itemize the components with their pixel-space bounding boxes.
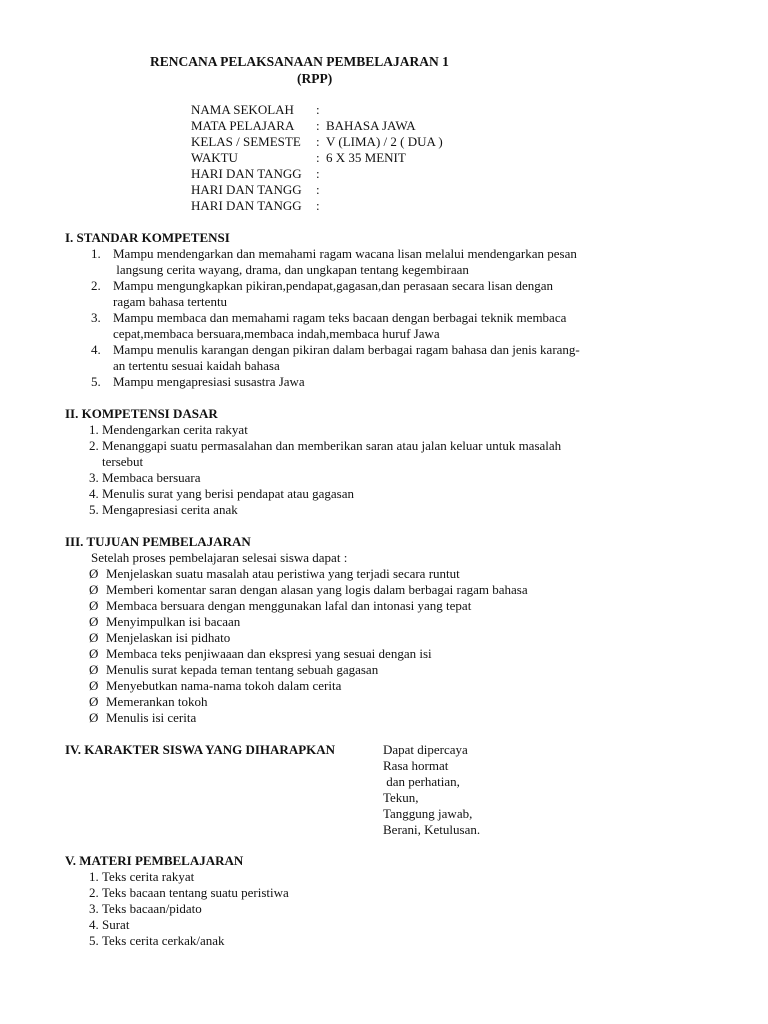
bullet-icon: Ø [89, 582, 99, 597]
list-item-text: Memerankan tokoh [106, 694, 208, 709]
karakter-value: Dapat dipercaya [383, 742, 468, 757]
list-number: 2. [89, 438, 99, 453]
karakter-value: dan perhatian, [383, 774, 460, 789]
bullet-icon: Ø [89, 630, 99, 645]
list-item-text: ragam bahasa tertentu [113, 294, 228, 309]
list-item-text: tersebut [102, 454, 144, 469]
list-item-text: Mendengarkan cerita rakyat [102, 422, 248, 437]
list-item-text: langsung cerita wayang, drama, dan ungkapan tentang kegembiraan [113, 262, 469, 277]
list-item-text: cepat,membaca bersuara,membaca indah,membaca huruf Jawa [113, 326, 440, 341]
document-title: RENCANA PELAKSANAAN PEMBELAJARAN 1 [150, 54, 449, 69]
section-heading-standar-kompetensi: I. STANDAR KOMPETENSI [65, 230, 230, 245]
list-item-text: Menyebutkan nama-nama tokoh dalam cerita [106, 678, 342, 693]
list-number: 3. [91, 310, 101, 325]
list-number: 1. [89, 869, 99, 884]
karakter-value: Berani, Ketulusan. [383, 822, 481, 837]
info-label: NAMA SEKOLAH [191, 102, 294, 117]
list-item-text: Mampu mengungkapkan pikiran,pendapat,gagasan,dan perasaan secara lisan dengan [113, 278, 554, 293]
bullet-icon: Ø [89, 694, 99, 709]
list-item-text: Menulis isi cerita [106, 710, 197, 725]
document-subtitle: (RPP) [297, 71, 333, 86]
bullet-icon: Ø [89, 678, 99, 693]
info-row-date-1: HARI DAN TANGG : [191, 166, 320, 181]
list-item-text: Mampu menulis karangan dengan pikiran dalam berbagai ragam bahasa dan jenis karang- [113, 342, 580, 357]
list-item-text: Teks bacaan tentang suatu peristiwa [102, 885, 289, 900]
list-number: 4. [89, 486, 99, 501]
list-item-text: Menjelaskan suatu masalah atau peristiwa yang terjadi secara runtut [106, 566, 460, 581]
list-number: 5. [89, 502, 99, 517]
tujuan-intro: Setelah proses pembelajaran selesai siswa dapat : [91, 550, 348, 565]
bullet-icon: Ø [89, 710, 99, 725]
list-item-text: Menyimpulkan isi bacaan [106, 614, 241, 629]
info-value: V (LIMA) / 2 ( DUA ) [326, 134, 443, 149]
list-number: 3. [89, 901, 99, 916]
list-item-text: Membaca bersuara dengan menggunakan lafal dan intonasi yang tepat [106, 598, 472, 613]
list-item-text: Mampu mendengarkan dan memahami ragam wacana lisan melalui mendengarkan pesan [113, 246, 577, 261]
list-item-text: Memberi komentar saran dengan alasan yang logis dalam berbagai ragam bahasa [106, 582, 528, 597]
list-number: 4. [89, 917, 99, 932]
list-item-text: Teks bacaan/pidato [102, 901, 202, 916]
karakter-values [383, 742, 480, 838]
info-value: 6 X 35 MENIT [326, 150, 406, 165]
list-number: 2. [91, 278, 101, 293]
section-heading-materi-pembelajaran: V. MATERI PEMBELAJARAN [65, 853, 244, 868]
list-item-text: Menjelaskan isi pidhato [106, 630, 231, 645]
bullet-icon: Ø [89, 614, 99, 629]
info-label: HARI DAN TANGG [191, 182, 302, 197]
karakter-value: Rasa hormat [383, 758, 449, 773]
list-number: 2. [89, 885, 99, 900]
list-number: 3. [89, 470, 99, 485]
info-row-school: NAMA SEKOLAH : [191, 102, 320, 117]
info-label: HARI DAN TANGG [191, 198, 302, 213]
list-item-text: Mampu membaca dan memahami ragam teks bacaan dengan berbagai teknik membaca [113, 310, 567, 325]
list-item-text: Mengapresiasi cerita anak [102, 502, 238, 517]
list-number: 1. [89, 422, 99, 437]
info-label: HARI DAN TANGG [191, 166, 302, 181]
list-number: 1. [91, 246, 101, 261]
list-item-text: Teks cerita rakyat [102, 869, 195, 884]
bullet-icon: Ø [89, 598, 99, 613]
list-item-text: Membaca bersuara [102, 470, 201, 485]
list-number: 4. [91, 342, 101, 357]
list-item-text: Membaca teks penjiwaaan dan ekspresi yang sesuai dengan isi [106, 646, 432, 661]
bullet-icon: Ø [89, 646, 99, 661]
karakter-value: Tanggung jawab, [383, 806, 473, 821]
list-item-text: Mampu mengapresiasi susastra Jawa [113, 374, 305, 389]
info-value: BAHASA JAWA [326, 118, 416, 133]
info-row-time: WAKTU : 6 X 35 MENIT [191, 150, 406, 165]
info-row-date-3: HARI DAN TANGG : [191, 198, 320, 213]
info-label: MATA PELAJARA [191, 118, 295, 133]
section-heading-kompetensi-dasar: II. KOMPETENSI DASAR [65, 406, 218, 421]
list-item-text: Menulis surat yang berisi pendapat atau gagasan [102, 486, 354, 501]
list-item-text: Menulis surat kepada teman tentang sebuah gagasan [106, 662, 379, 677]
karakter-value: Tekun, [383, 790, 419, 805]
info-label: WAKTU [191, 150, 238, 165]
info-row-subject: MATA PELAJARA : BAHASA JAWA [191, 118, 416, 133]
list-item-text: Menanggapi suatu permasalahan dan memberikan saran atau jalan keluar untuk masalah [102, 438, 562, 453]
list-item-text: Teks cerita cerkak/anak [102, 933, 225, 948]
list-number: 5. [91, 374, 101, 389]
section-heading-tujuan-pembelajaran: III. TUJUAN PEMBELAJARAN [65, 534, 251, 549]
list-number: 5. [89, 933, 99, 948]
bullet-icon: Ø [89, 662, 99, 677]
info-label: KELAS / SEMESTE [191, 134, 301, 149]
section-heading-karakter-siswa: IV. KARAKTER SISWA YANG DIHARAPKAN [65, 742, 336, 757]
info-row-date-2: HARI DAN TANGG : [191, 182, 320, 197]
list-item-text: an tertentu sesuai kaidah bahasa [113, 358, 280, 373]
bullet-icon: Ø [89, 566, 99, 581]
info-row-class: KELAS / SEMESTE : V (LIMA) / 2 ( DUA ) [191, 134, 443, 149]
list-item-text: Surat [102, 917, 130, 932]
